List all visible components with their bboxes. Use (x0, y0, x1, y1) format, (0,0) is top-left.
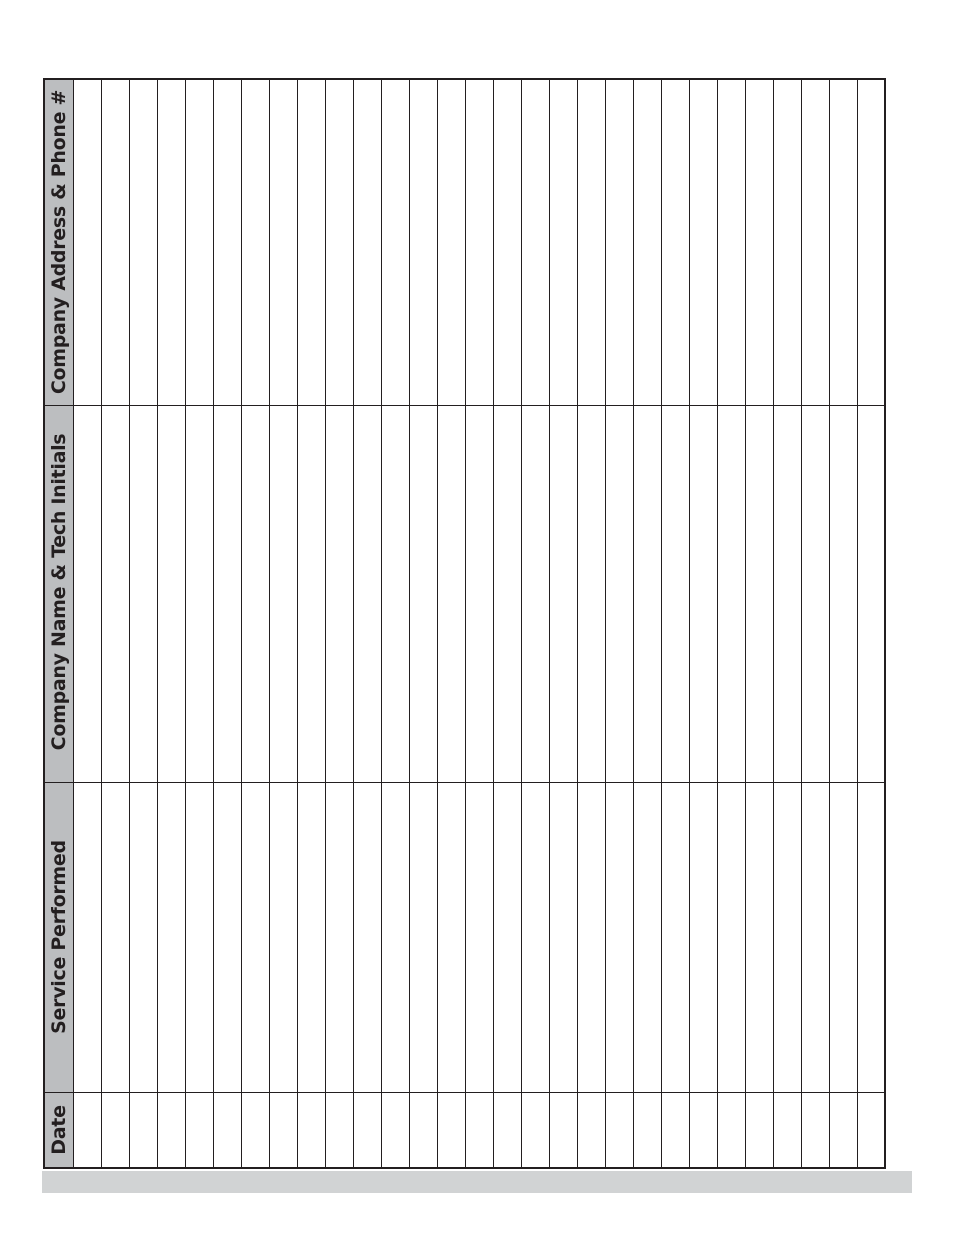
row-divider (857, 80, 858, 1167)
row-divider (801, 80, 802, 1167)
row-divider (661, 80, 662, 1167)
column-header-company-address-phone: Company Address & Phone # (48, 89, 70, 395)
service-log-table (43, 78, 886, 1169)
row-divider (409, 80, 410, 1167)
row-divider (269, 80, 270, 1167)
row-divider (465, 80, 466, 1167)
row-divider (297, 80, 298, 1167)
row-divider (633, 80, 634, 1167)
column-header-company-name-tech-initials: Company Name & Tech Initials (48, 433, 70, 751)
row-divider (325, 80, 326, 1167)
divider-address-name (45, 405, 884, 406)
row-divider (73, 80, 74, 1167)
row-divider (381, 80, 382, 1167)
row-divider (829, 80, 830, 1167)
column-header-service-performed: Service Performed (48, 840, 70, 1034)
row-divider (773, 80, 774, 1167)
row-divider (101, 80, 102, 1167)
row-divider (577, 80, 578, 1167)
row-divider (493, 80, 494, 1167)
row-divider (213, 80, 214, 1167)
row-divider (605, 80, 606, 1167)
row-divider (549, 80, 550, 1167)
row-divider (129, 80, 130, 1167)
row-divider (437, 80, 438, 1167)
row-divider (745, 80, 746, 1167)
row-divider (185, 80, 186, 1167)
row-divider (885, 80, 886, 1167)
row-divider (353, 80, 354, 1167)
column-header-date: Date (48, 1105, 70, 1155)
footer-bar (42, 1171, 912, 1193)
row-divider (689, 80, 690, 1167)
divider-service-date (45, 1092, 884, 1093)
divider-name-service (45, 782, 884, 783)
row-divider (521, 80, 522, 1167)
row-divider (157, 80, 158, 1167)
row-divider (241, 80, 242, 1167)
row-divider (717, 80, 718, 1167)
